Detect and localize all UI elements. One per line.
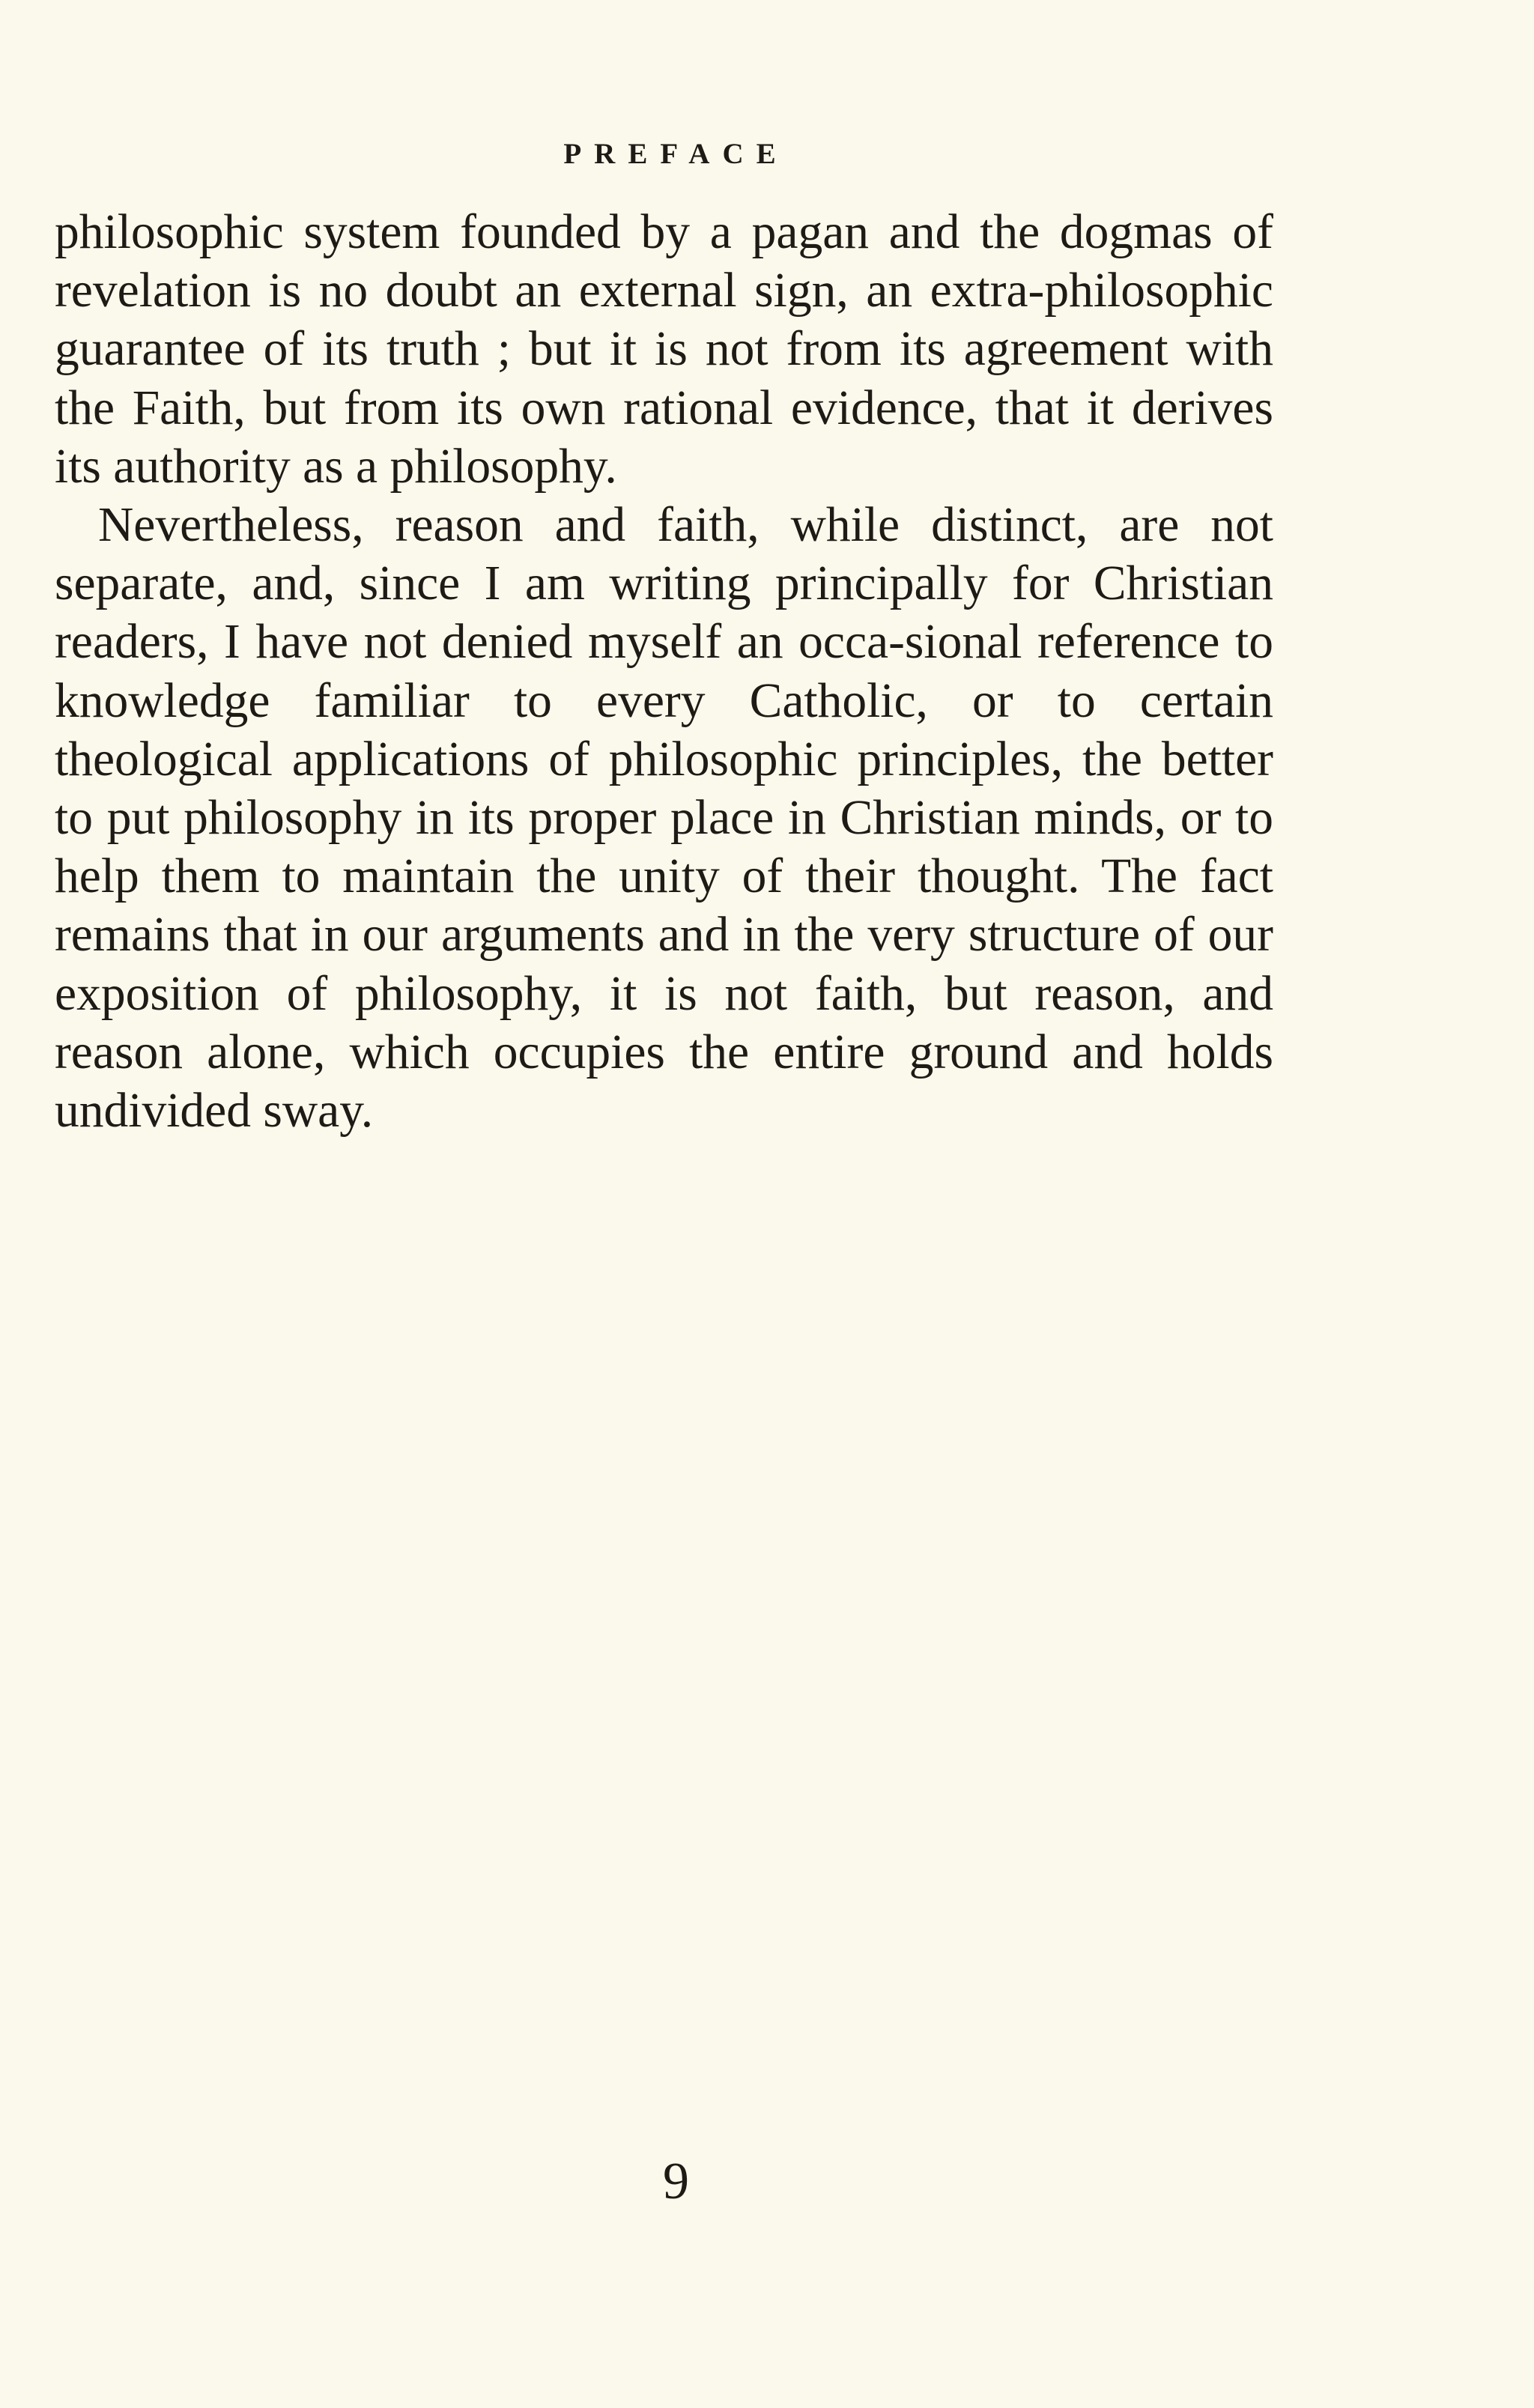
paragraph: Nevertheless, reason and faith, while distinct, are not separate, and, since I am writing principally for Christian readers, I have not denied myself an occa-sional reference to knowledge familiar to every Catholic, or to certain theological applications of philosophic principles, the better to put philosophy in its proper place in Christian minds, or to help them to maintain the unity of their thought. The fact remains that in our arguments and in the very structure of our exposition of philosophy, it is not faith, but reason, and reason alone, which occupies the entire ground and holds undivided sway. <box>55 498 1273 1138</box>
running-head: PREFACE <box>563 138 789 170</box>
page-number: 9 <box>663 2153 689 2210</box>
paragraph-continued: philosophic system founded by a pagan and the dogmas of revelation is no doubt an external sign, an extra-philosophic guarantee of its truth ; but it is not from its agreement with the Faith, but from its own rational evidence, that it derives its authority as a philosophy. <box>55 205 1273 494</box>
body-text <box>55 203 1273 1140</box>
